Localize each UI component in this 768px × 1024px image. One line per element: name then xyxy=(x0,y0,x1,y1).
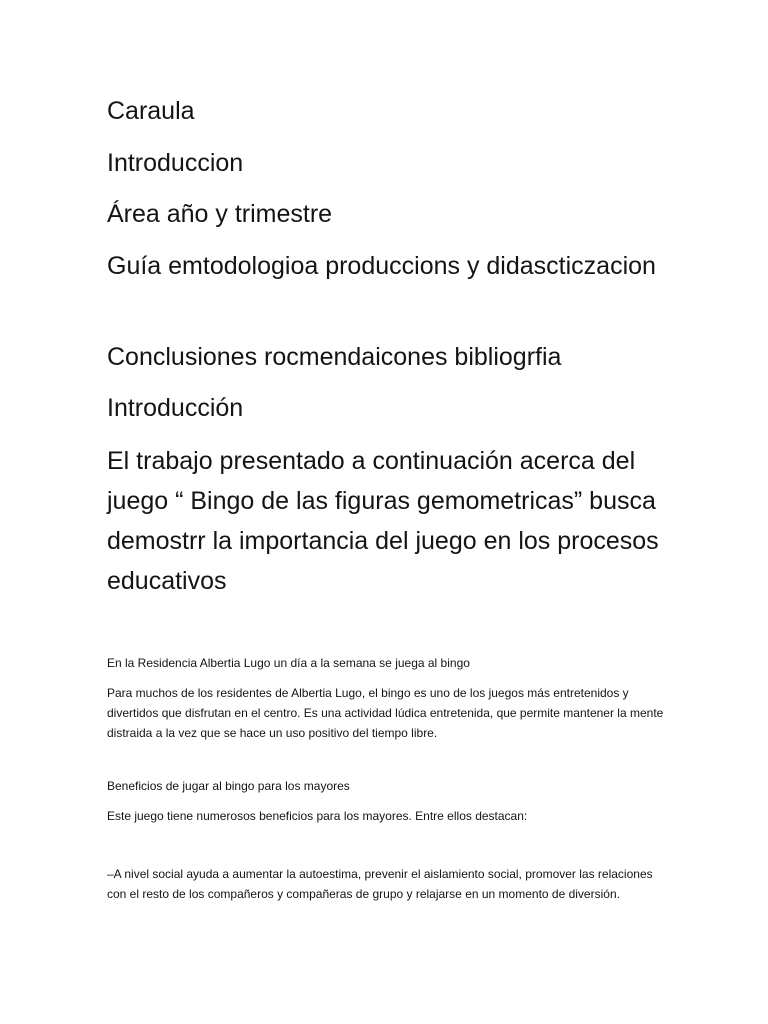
heading-introduccion: Introduccion xyxy=(107,149,244,177)
heading-conclusiones: Conclusiones rocmendaicones bibliogrfia xyxy=(107,343,562,371)
paragraph-este-juego: Este juego tiene numerosos beneficios para los mayores. Entre ellos destacan: xyxy=(107,809,528,823)
paragraph-nivel-social: –A nivel social ayuda a aumentar la autoestima, prevenir el aislamiento social, promover las relaciones con el resto de los compañeros y compañeras de grupo y relajarse en un momento de diversión. xyxy=(107,867,653,901)
heading-area-ano-trimestre: Área año y trimestre xyxy=(107,200,333,228)
paragraph-residencia-bingo: En la Residencia Albertia Lugo un día a la semana se juega al bingo xyxy=(107,656,470,670)
heading-caraula: Caraula xyxy=(107,97,195,125)
heading-guia-metodologica: Guía emtodologioa produccions y didascticzacion xyxy=(107,252,656,280)
paragraph-beneficios-title: Beneficios de jugar al bingo para los mayores xyxy=(107,779,350,793)
heading-introduccion-accent: Introducción xyxy=(107,394,244,422)
paragraph-para-muchos: Para muchos de los residentes de Albertia Lugo, el bingo es uno de los juegos más entretenidos y divertidos que disfrutan en el centro. Es una actividad lúdica entretenida, que permite mantener la mente distraida a la vez que se hace un uso positivo del tiempo libre. xyxy=(107,686,664,740)
paragraph-trabajo-presentado: El trabajo presentado a continuación acerca del juego “ Bingo de las figuras gemometricas” busca demostrr la importancia del juego en los procesos educativos xyxy=(107,447,659,595)
